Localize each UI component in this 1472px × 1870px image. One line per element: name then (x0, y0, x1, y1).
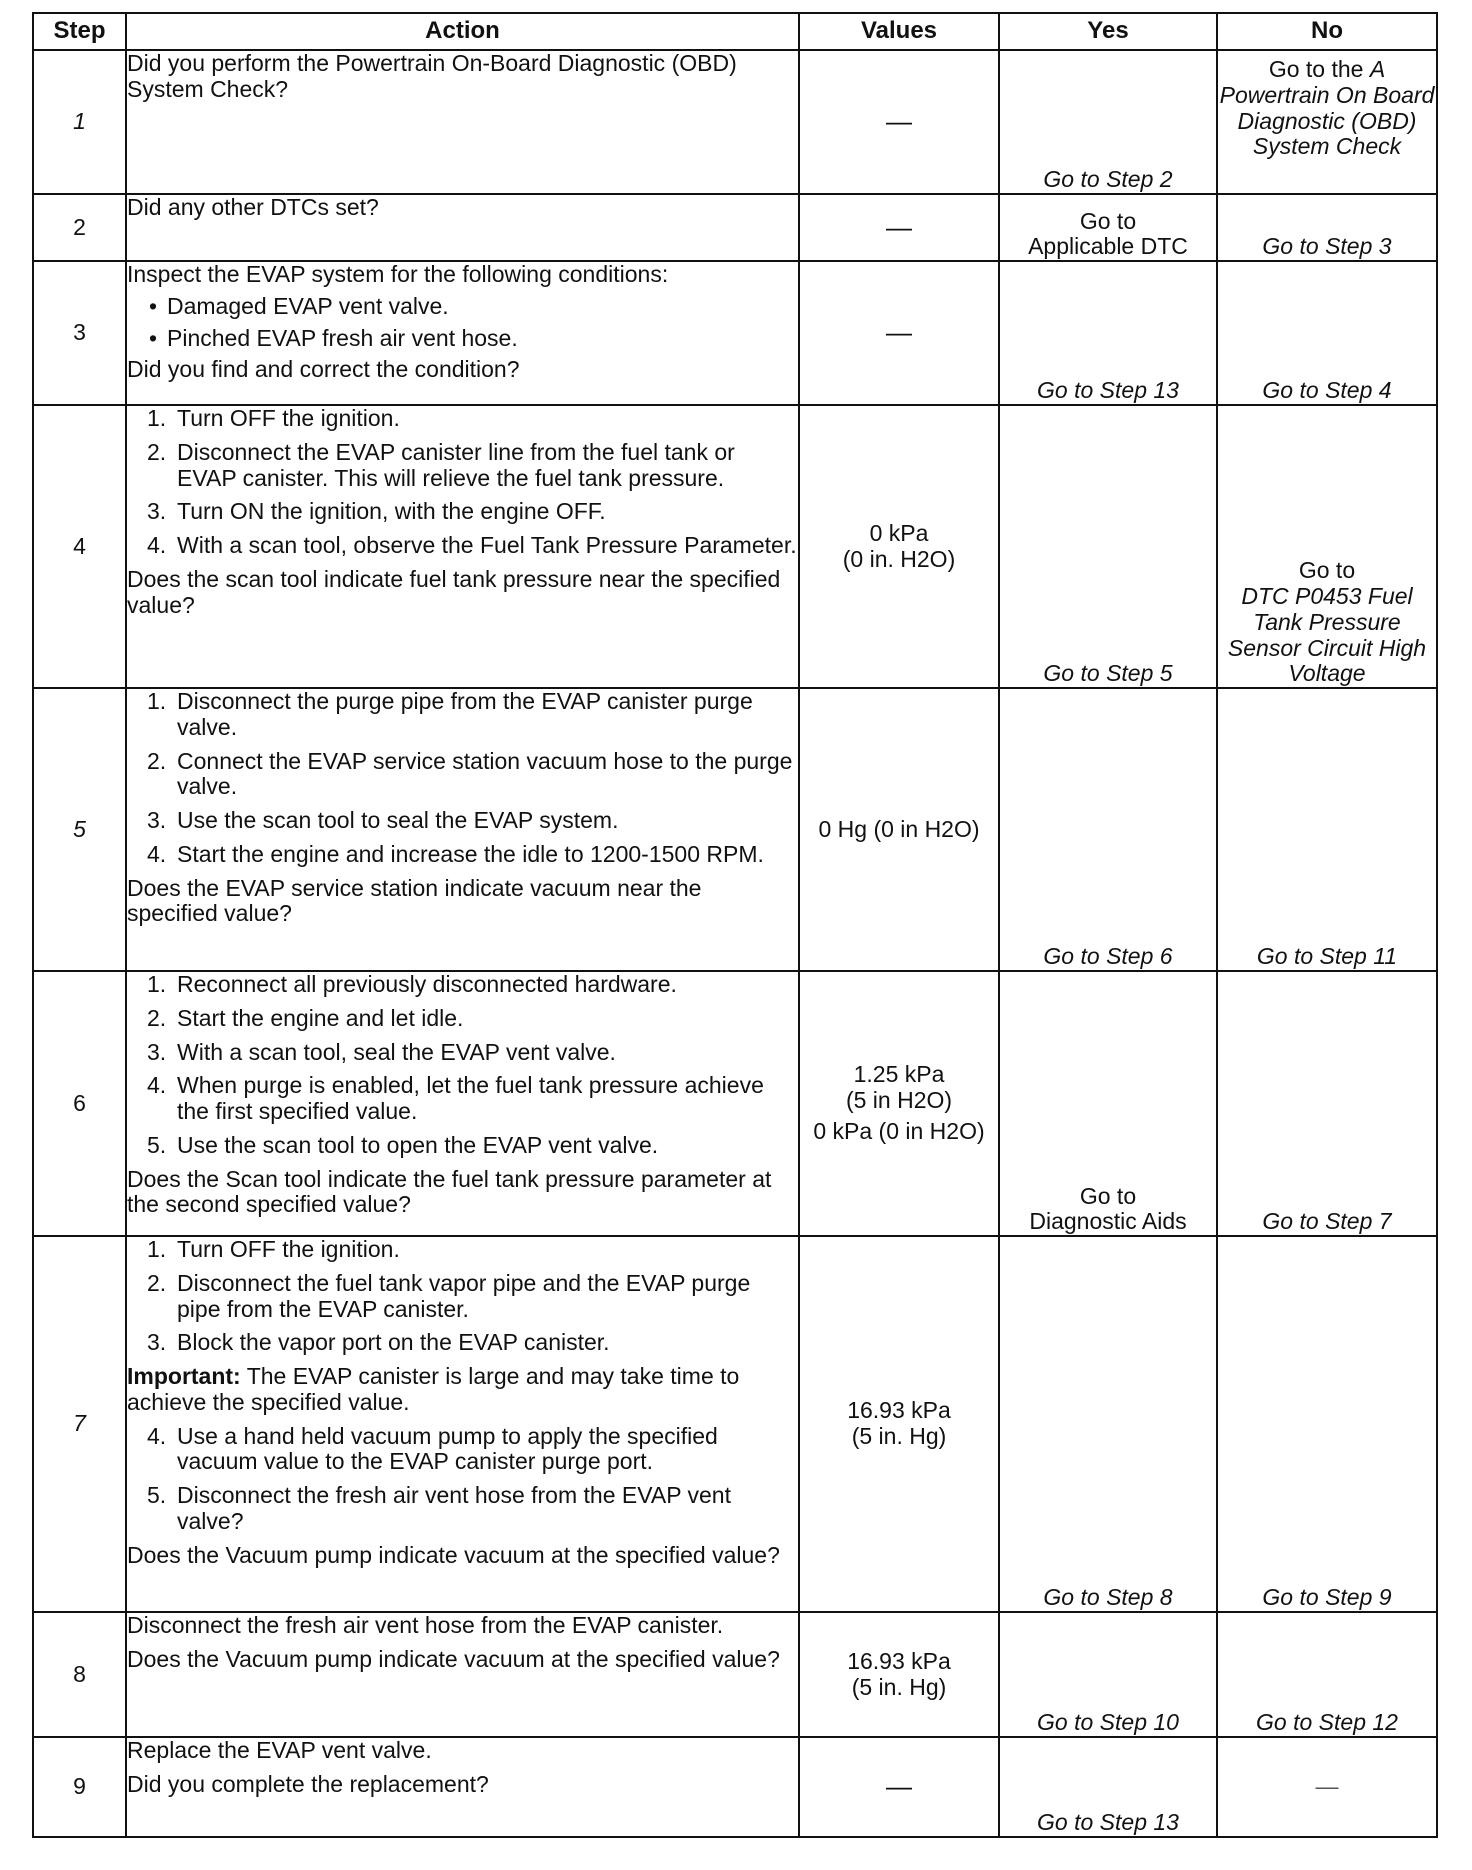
action-cell (126, 194, 799, 261)
step-number: 1 (33, 50, 126, 194)
no-cell: Go to Step 7 (1217, 971, 1437, 1236)
step-number: 5 (33, 688, 126, 971)
action-cell (126, 688, 799, 971)
values-cell: — (799, 261, 999, 405)
action-question: Does the Vacuum pump indicate vacuum at the specified value? (127, 1541, 780, 1568)
step-number: 4 (33, 405, 126, 688)
yes-cell: Go to Step 5 (999, 405, 1217, 688)
action-question: Did you perform the Powertrain On-Board Diagnostic (OBD) System Check? (127, 50, 737, 102)
no-cell: Go to Step 9 (1217, 1236, 1437, 1612)
list-item: 2. Connect the EVAP service station vacuum hose to the purge valve. (147, 747, 793, 800)
step-number: 6 (33, 971, 126, 1236)
no-link-text: DTC P0453 Fuel Tank Pressure Sensor Circuit High Voltage (1227, 583, 1427, 687)
procedure-list (127, 1237, 798, 1356)
action-cell (126, 261, 799, 405)
action-intro: Inspect the EVAP system for the following conditions: (127, 261, 669, 287)
important-note: Important: The EVAP canister is large and may take time to achieve the specified value. (127, 1363, 740, 1415)
diagnostic-table (32, 12, 1438, 1838)
yes-cell: Go to Step 13 (999, 1737, 1217, 1837)
table-row (33, 50, 1437, 194)
action-question: Did you complete the replacement? (127, 1770, 489, 1797)
table-header-row (33, 13, 1437, 50)
no-cell (1217, 50, 1437, 194)
no-cell: Go to Step 3 (1217, 194, 1437, 261)
list-item: 5. Use the scan tool to open the EVAP vent valve. (147, 1131, 659, 1158)
action-intro: Replace the EVAP vent valve. (127, 1737, 432, 1763)
action-question: Does the scan tool indicate fuel tank pressure near the specified value? (127, 565, 781, 618)
no-prefix: Go to (1298, 557, 1356, 584)
list-item: 2. Disconnect the EVAP canister line from the fuel tank or EVAP canister. This will relieve the fuel tank pressure. (147, 438, 735, 491)
procedure-list (127, 972, 798, 1159)
values-cell: 16.93 kPa (5 in. Hg) (799, 1236, 999, 1612)
yes-cell: Go to Step 6 (999, 688, 1217, 971)
yes-cell: Go to Applicable DTC (999, 194, 1217, 261)
condition-list (127, 294, 798, 352)
list-item: 3. Turn ON the ignition, with the engine OFF. (147, 498, 606, 525)
action-question: Does the EVAP service station indicate vacuum near the specified value? (127, 874, 702, 927)
list-item: 2. Disconnect the fuel tank vapor pipe and the EVAP purge pipe from the EVAP canister. (147, 1269, 751, 1322)
list-item: 1. Turn OFF the ignition. (147, 405, 400, 431)
action-cell (126, 1612, 799, 1737)
header-no: No (1217, 13, 1437, 50)
action-cell (126, 50, 799, 194)
header-action: Action (126, 13, 799, 50)
yes-cell: Go to Step 13 (999, 261, 1217, 405)
procedure-list (127, 406, 798, 559)
yes-cell: Go to Step 2 (999, 50, 1217, 194)
table-row (33, 405, 1437, 688)
values-cell: — (799, 194, 999, 261)
table-row (33, 1612, 1437, 1737)
list-item: 4. Use a hand held vacuum pump to apply the specified vacuum value to the EVAP canister purge port. (147, 1422, 718, 1475)
values-cell: 0 Hg (0 in H2O) (799, 688, 999, 971)
action-question: Did any other DTCs set? (127, 194, 379, 220)
table-row (33, 1737, 1437, 1837)
list-item: 1. Disconnect the purge pipe from the EVAP canister purge valve. (147, 688, 753, 740)
list-item: 5. Disconnect the fresh air vent hose from the EVAP vent valve? (147, 1482, 731, 1534)
no-prefix: Go to the (1268, 56, 1364, 82)
list-item: • Damaged EVAP vent valve. (149, 294, 798, 320)
list-item: 2. Start the engine and let idle. (147, 1004, 464, 1031)
action-cell (126, 971, 799, 1236)
no-cell (1217, 405, 1437, 688)
list-item: 4. Start the engine and increase the idle to 1200-1500 RPM. (147, 840, 764, 867)
action-cell (126, 405, 799, 688)
step-number: 9 (33, 1737, 126, 1837)
header-values: Values (799, 13, 999, 50)
step-number: 7 (33, 1236, 126, 1612)
values-cell: — (799, 1737, 999, 1837)
action-cell (126, 1236, 799, 1612)
list-item: 1. Reconnect all previously disconnected hardware. (147, 971, 677, 997)
table-row (33, 194, 1437, 261)
no-cell: — (1217, 1737, 1437, 1837)
step-number: 3 (33, 261, 126, 405)
list-item: • Pinched EVAP fresh air vent hose. (149, 326, 798, 352)
procedure-list (127, 1424, 798, 1535)
list-item: 3. Block the vapor port on the EVAP canister. (147, 1329, 610, 1356)
list-item: 3. With a scan tool, seal the EVAP vent valve. (147, 1038, 616, 1065)
no-cell: Go to Step 4 (1217, 261, 1437, 405)
no-link-text: A Powertrain On Board Diagnostic (OBD) System Check (1219, 56, 1435, 160)
action-question: Does the Scan tool indicate the fuel tank pressure parameter at the second specified value? (127, 1165, 772, 1218)
table-row (33, 261, 1437, 405)
yes-cell: Go to Step 10 (999, 1612, 1217, 1737)
values-cell: 1.25 kPa (5 in H2O) 0 kPa (0 in H2O) (799, 971, 999, 1236)
action-question: Does the Vacuum pump indicate vacuum at the specified value? (127, 1645, 780, 1672)
header-step: Step (33, 13, 126, 50)
yes-cell: Go to Step 8 (999, 1236, 1217, 1612)
values-cell: 16.93 kPa (5 in. Hg) (799, 1612, 999, 1737)
action-cell (126, 1737, 799, 1837)
no-cell: Go to Step 12 (1217, 1612, 1437, 1737)
list-item: 4. When purge is enabled, let the fuel tank pressure achieve the first specified value. (147, 1072, 764, 1124)
action-question: Did you find and correct the condition? (127, 356, 520, 383)
yes-cell: Go to Diagnostic Aids (999, 971, 1217, 1236)
table-row (33, 1236, 1437, 1612)
action-intro: Disconnect the fresh air vent hose from the EVAP canister. (127, 1612, 724, 1638)
header-yes: Yes (999, 13, 1217, 50)
list-item: 3. Use the scan tool to seal the EVAP system. (147, 807, 619, 833)
step-number: 2 (33, 194, 126, 261)
table-row (33, 971, 1437, 1236)
no-cell: Go to Step 11 (1217, 688, 1437, 971)
values-cell: — (799, 50, 999, 194)
procedure-list (127, 689, 798, 868)
table-row (33, 688, 1437, 971)
list-item: 4. With a scan tool, observe the Fuel Tank Pressure Parameter. (147, 532, 797, 558)
step-number: 8 (33, 1612, 126, 1737)
list-item: 1. Turn OFF the ignition. (147, 1236, 400, 1262)
values-cell: 0 kPa (0 in. H2O) (799, 405, 999, 688)
